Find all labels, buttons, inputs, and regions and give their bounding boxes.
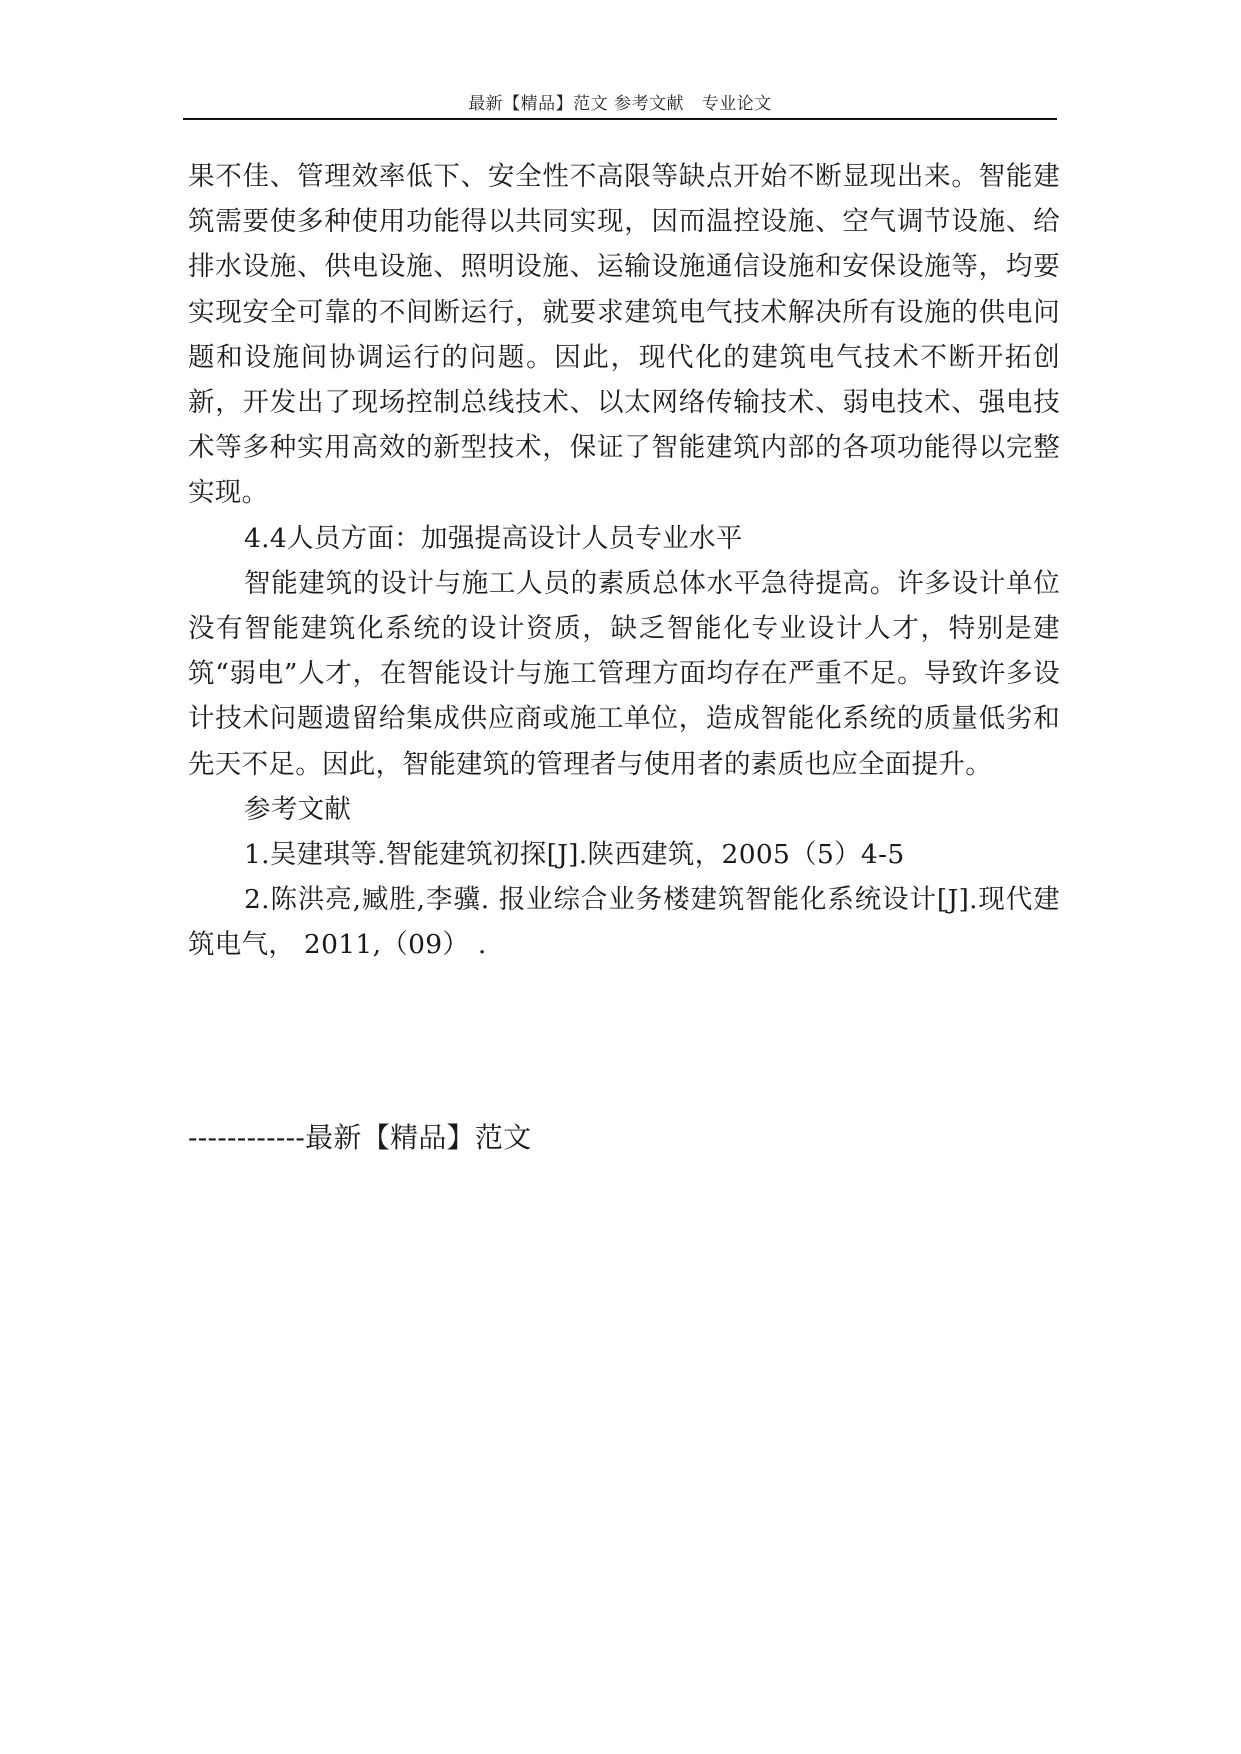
page-header [183, 86, 1057, 120]
section-heading-4-4: 4.4人员方面：加强提高设计人员专业水平 [244, 522, 743, 554]
header-text: 最新【精品】范文 参考文献 专业论文 [468, 94, 772, 114]
reference-item-2: 2.陈洪亮,臧胜,李骥. 报业综合业务楼建筑智能化系统设计[J].现代建筑电气， 2011,（09） . [188, 884, 1060, 961]
reference-item-1: 1.吴建琪等.智能建筑初探[J].陕西建筑，2005（5）4-5 [244, 839, 905, 871]
paragraph-personnel: 智能建筑的设计与施工人员的素质总体水平急待提高。许多设计单位没有智能建筑化系统的设计资质，缺乏智能化专业设计人才，特别是建筑“弱电”人才，在智能设计与施工管理方面均存在严重不足。导致许多设计技术问题遗留给集成供应商或施工单位，造成智能化系统的质量低劣和先天不足。因此，智能建筑的管理者与使用者的素质也应全面提升。 [188, 567, 1060, 780]
document-body [188, 154, 1060, 968]
footer-text: ------------最新【精品】范文 [188, 1121, 532, 1154]
references-heading: 参考文献 [244, 793, 352, 825]
paragraph-continuation: 果不佳、管理效率低下、安全性不高限等缺点开始不断显现出来。智能建筑需要使多种使用功能得以共同实现，因而温控设施、空气调节设施、给排水设施、供电设施、照明设施、运输设施通信设施和安保设施等，均要实现安全可靠的不间断运行，就要求建筑电气技术解决所有设施的供电问题和设施间协调运行的问题。因此，现代化的建筑电气技术不断开拓创新，开发出了现场控制总线技术、以太网络传输技术、弱电技术、强电技术等多种实用高效的新型技术，保证了智能建筑内部的各项功能得以完整实现。 [188, 161, 1060, 509]
